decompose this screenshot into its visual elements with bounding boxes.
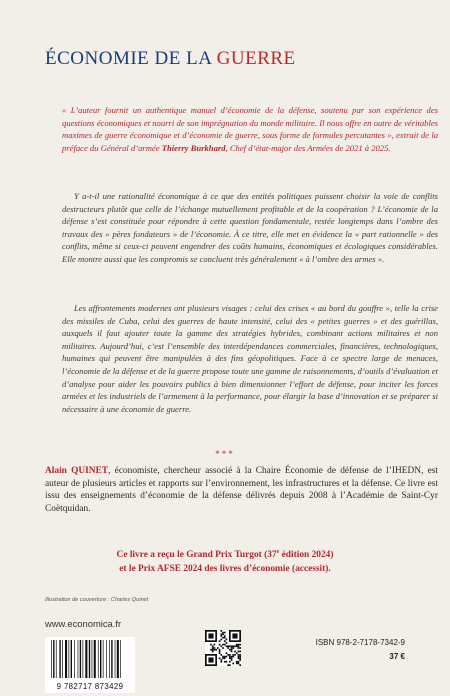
quote-author-name: Thierry Burkhard — [161, 142, 226, 153]
section-separator: *** — [215, 449, 235, 459]
preface-quote — [62, 104, 438, 154]
title-main: ÉCONOMIE DE LA — [45, 48, 217, 69]
title-accent: GUERRE — [216, 48, 296, 69]
price: 37 € — [389, 652, 405, 661]
isbn: ISBN 978-2-7178-7342-9 — [315, 638, 405, 647]
barcode — [45, 637, 135, 693]
quote-part2: , Chef d’état-major des Armées de 2021 à 2025. — [225, 142, 391, 153]
author-bio — [45, 465, 438, 515]
author-bio-text: , économiste, chercheur associé à la Chaire Économie de défense de l’IHEDN, est auteur de plusieurs articles et rapports sur l’environnement, les infrastructures et la défense. Ce livre est issu des enseignements d’économie de la défense délivrés depuis 2008 à l’Académie de Saint-Cyr Coëtquidan. — [45, 466, 438, 514]
quote-part1: « L’auteur fournit un authentique manuel d’économie de la défense, soutenu par son expérience des questions économiques et nourri de son imprégnation du monde militaire. Il nous offre en outre de véritables maximes de guerre économique et d’économie de guerre, sous forme de formules percutantes », extrait de la préface du Général d’armée — [62, 105, 438, 153]
prize-line-1a: Ce livre a reçu le Grand Prix Turgot (37 — [116, 550, 277, 561]
prize-line-1 — [0, 546, 450, 563]
prize-line-2: et le Prix AFSE 2024 des livres d’économie (accessit). — [119, 563, 331, 574]
prize-notice — [0, 546, 450, 576]
prize-sup: e — [276, 549, 280, 555]
illustration-credit: Illustration de couverture : Charles Quinet — [45, 597, 149, 603]
book-title — [45, 48, 296, 70]
barcode-bars — [45, 637, 135, 681]
qr-code-icon — [205, 630, 241, 666]
author-name: Alain QUINET — [45, 466, 109, 476]
prize-line-1b: édition 2024) — [279, 550, 334, 561]
summary-paragraph-2: Les affrontements modernes ont plusieurs visages : celui des crises « au bord du gouffre », telle la crise des missiles de Cuba, celui des guerres de haute intensité, celui des « petites guerres » et des guérillas, auxquels il faut ajouter toute la gamme des stratégies hybrides, combinant actions militaires et non militaires. Aujourd’hui, c’est l’ensemble des interdépendances commerciales, financières, technologiques, humaines qui peuvent être manipulées à des fins géopolitiques. Face à ce spectre large de menaces, l’économie de la défense et de la guerre propose toute une gamme de raisonnements, d’outils d’évaluation et d’analyse pour aider les pouvoirs publics à bien dimensionner l’effort de défense, pour inciter les forces armées et les industriels de l’armement à la performance, pour élargir la base d’innovation et se préparer si nécessaire à une économie de guerre. — [62, 303, 438, 414]
website-link[interactable]: www.economica.fr — [45, 618, 122, 629]
barcode-number: 9 782717 873429 — [56, 682, 124, 691]
summary-paragraph-1: Y a-t-il une rationalité économique à ce que des entités politiques puissent choisir la voie de conflits destructeurs plutôt que celle de l’échange mutuellement profitable et de la coopération ? L’économie de la défense s’est constituée pour répondre à cette question fondamentale, restée longtemps dans l’ombre des travaux des « pères fondateurs » de l’économie. À ce titre, elle met en évidence la « part rationnelle » des conflits, même si ceux-ci peuvent engendrer des coûts humains, économiques et écologiques considérables. Elle montre aussi que les compromis se concluent très généralement « à l’ombre des armes ». — [62, 191, 438, 264]
